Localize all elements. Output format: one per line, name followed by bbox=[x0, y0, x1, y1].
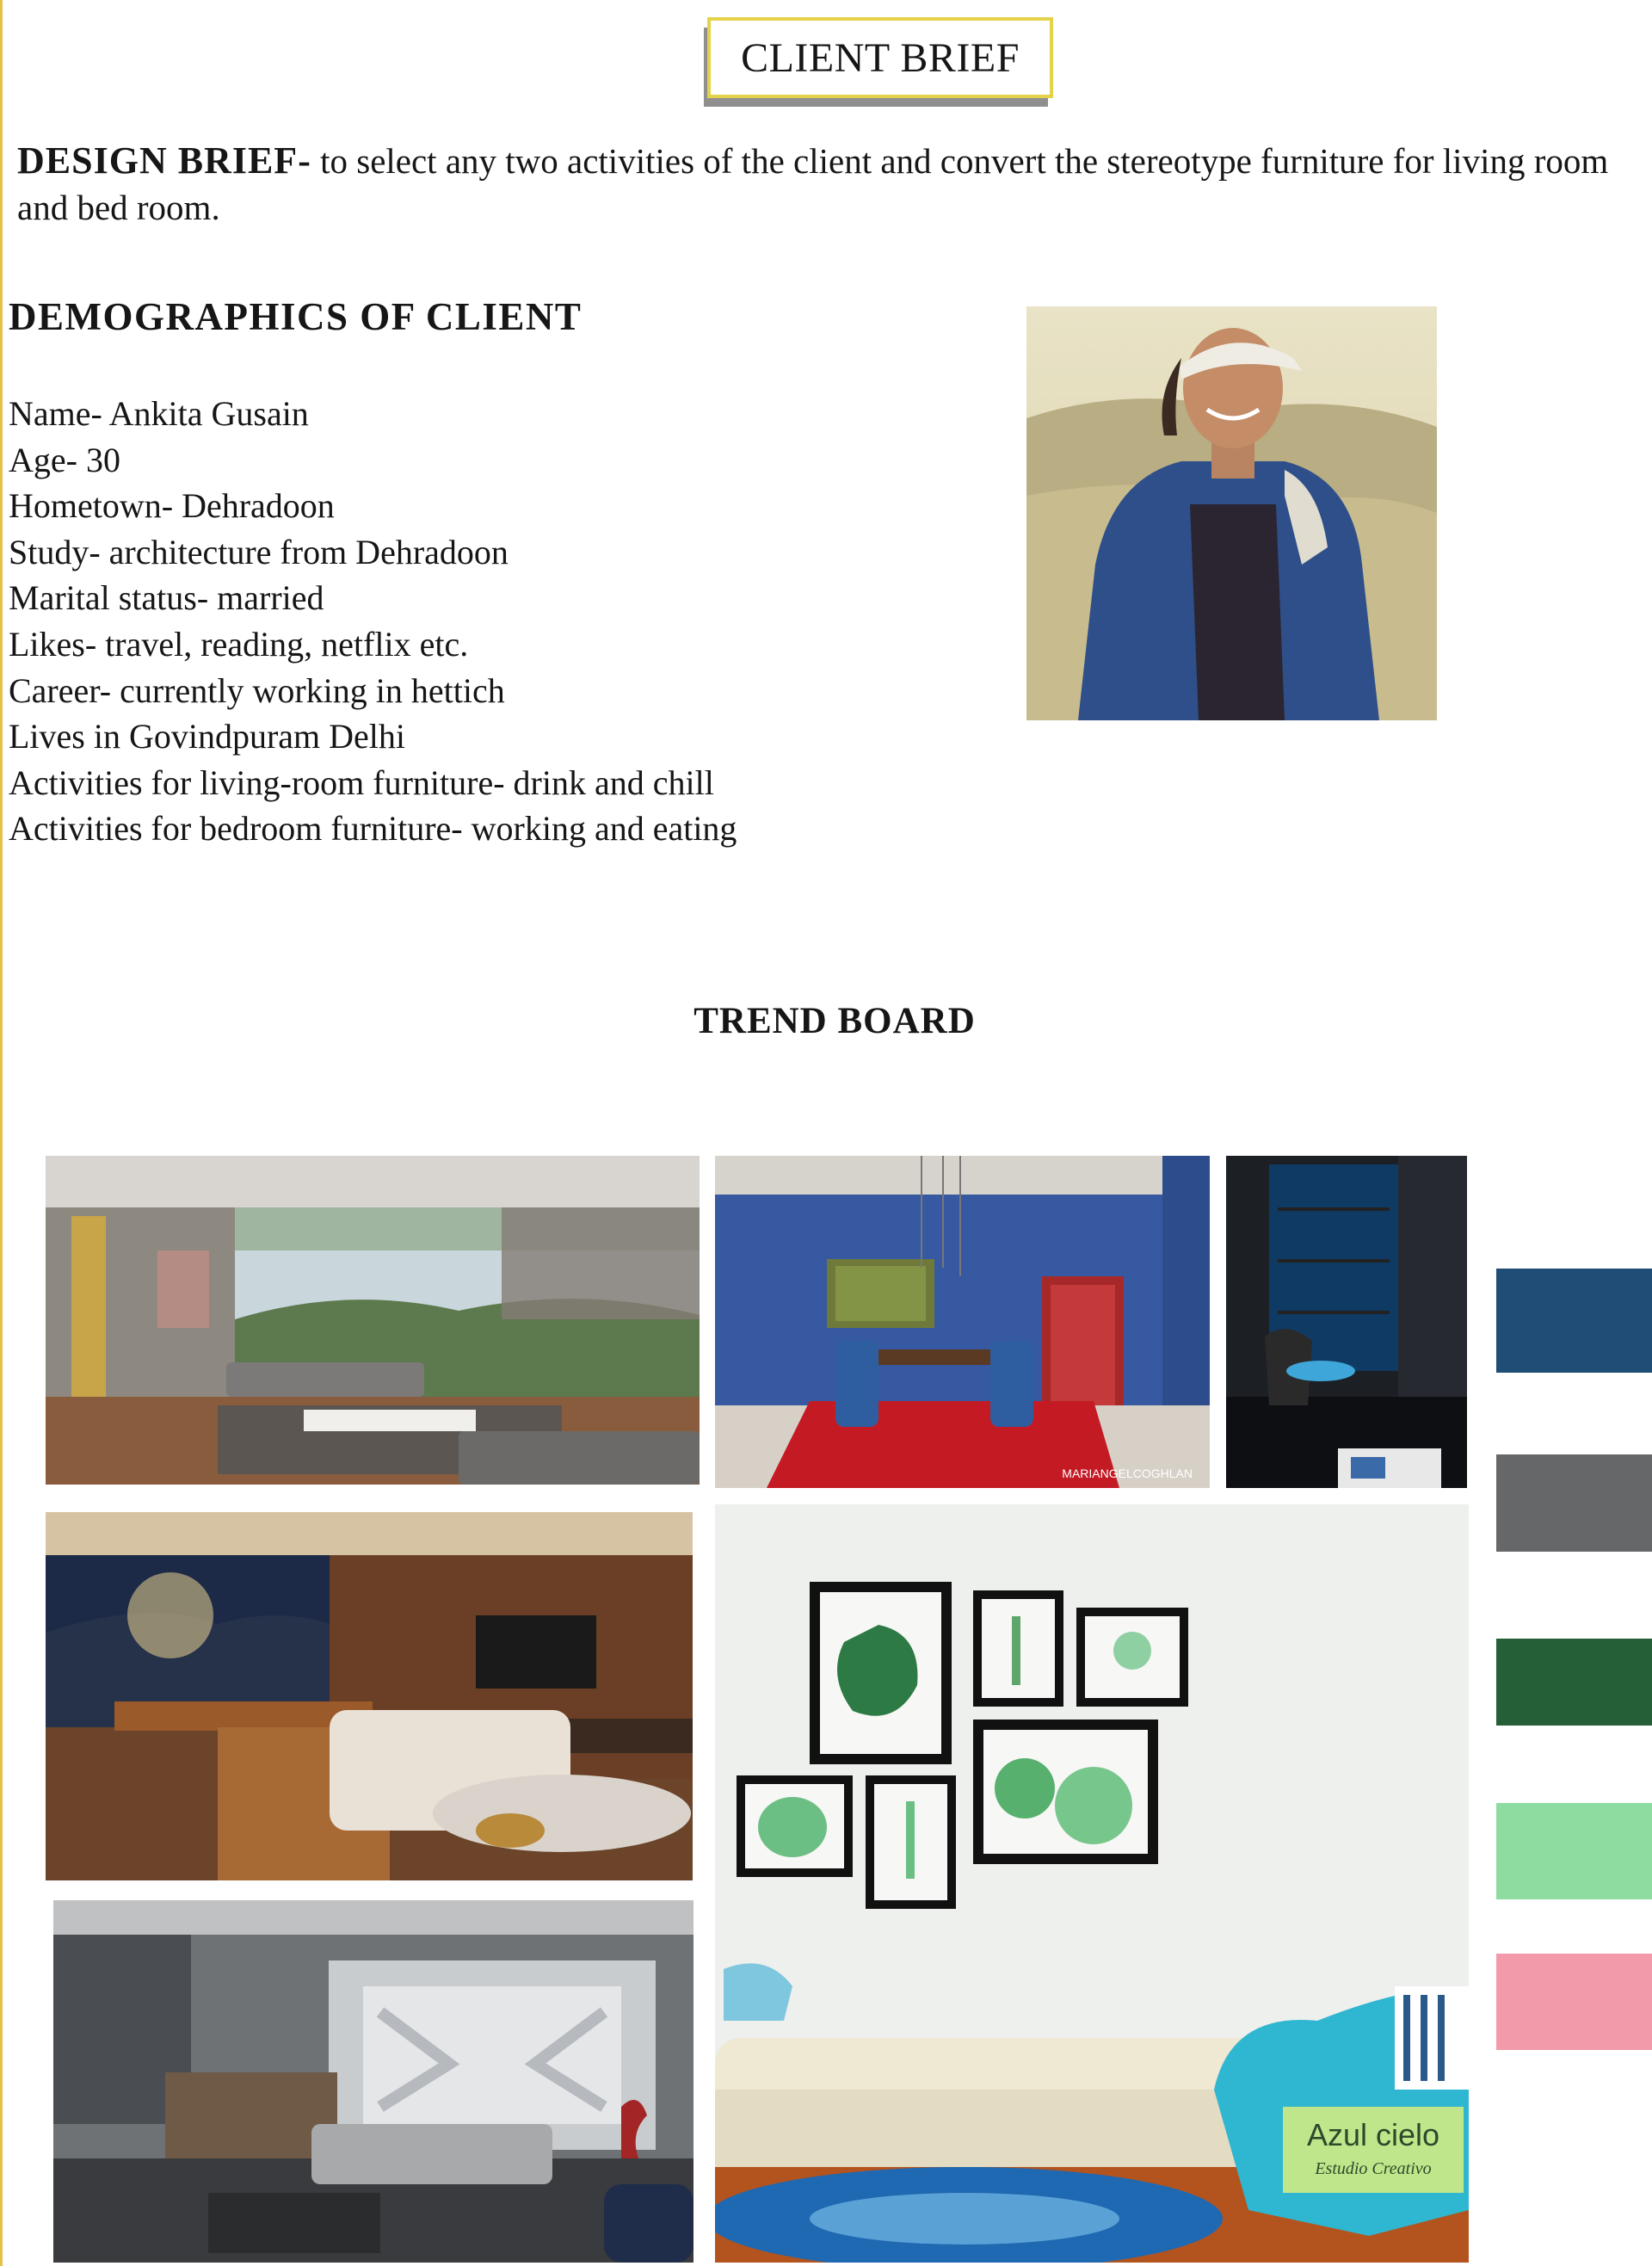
demographic-item-likes: Likes- travel, reading, netflix etc. bbox=[9, 624, 469, 664]
trend-image-wood-living-room bbox=[46, 1512, 693, 1880]
demographic-item-marital-status: Marital status- married bbox=[9, 578, 324, 618]
trend-image-grey-living-room bbox=[53, 1900, 693, 2263]
demographic-item-hometown: Hometown- Dehradoon bbox=[9, 486, 335, 526]
design-brief-paragraph bbox=[17, 138, 1635, 231]
trend-image-wall-art-sofa bbox=[715, 1504, 1469, 2263]
client-brief-title-block bbox=[704, 17, 1060, 107]
client-brief-title: CLIENT BRIEF bbox=[707, 17, 1053, 98]
palette-swatch-mint-green bbox=[1496, 1803, 1652, 1899]
palette-swatch-forest-green bbox=[1496, 1639, 1652, 1726]
azul-cielo-credit: Azul cielo bbox=[1306, 2117, 1440, 2152]
demographic-item-age: Age- 30 bbox=[9, 440, 120, 479]
palette-swatch-pink bbox=[1496, 1954, 1652, 2050]
estudio-creativo-credit: Estudio Creativo bbox=[1315, 2159, 1432, 2178]
demographic-item-residence: Lives in Govindpuram Delhi bbox=[9, 717, 406, 756]
trend-board-title: TREND BOARD bbox=[693, 1001, 976, 1041]
design-brief-text: to select any two activities of the client and convert the stereotype furniture for living room and bed room. bbox=[17, 141, 1609, 227]
design-brief-label: DESIGN BRIEF- bbox=[17, 139, 311, 182]
trend-image-living-room-window bbox=[46, 1156, 700, 1485]
demographic-item-career: Career- currently working in hettich bbox=[9, 670, 505, 710]
demographic-item-living-room-activities: Activities for living-room furniture- drink and chill bbox=[9, 763, 714, 802]
palette-swatch-grey bbox=[1496, 1454, 1652, 1552]
demographics-title: DEMOGRAPHICS OF CLIENT bbox=[9, 295, 583, 338]
left-border-rule bbox=[0, 0, 3, 2266]
mariangel-credit: MARIANGELCOGHLAN bbox=[1062, 1466, 1193, 1480]
demographic-item-study: Study- architecture from Dehradoon bbox=[9, 532, 509, 571]
palette-swatch-navy-blue bbox=[1496, 1269, 1652, 1373]
demographic-item-name: Name- Ankita Gusain bbox=[9, 394, 309, 433]
demographic-item-bedroom-activities: Activities for bedroom furniture- working and eating bbox=[9, 809, 737, 849]
client-photo bbox=[1026, 306, 1437, 720]
trend-image-dark-shelves bbox=[1226, 1156, 1467, 1488]
trend-image-blue-dining-room bbox=[715, 1156, 1210, 1488]
demographics-list bbox=[9, 391, 737, 852]
